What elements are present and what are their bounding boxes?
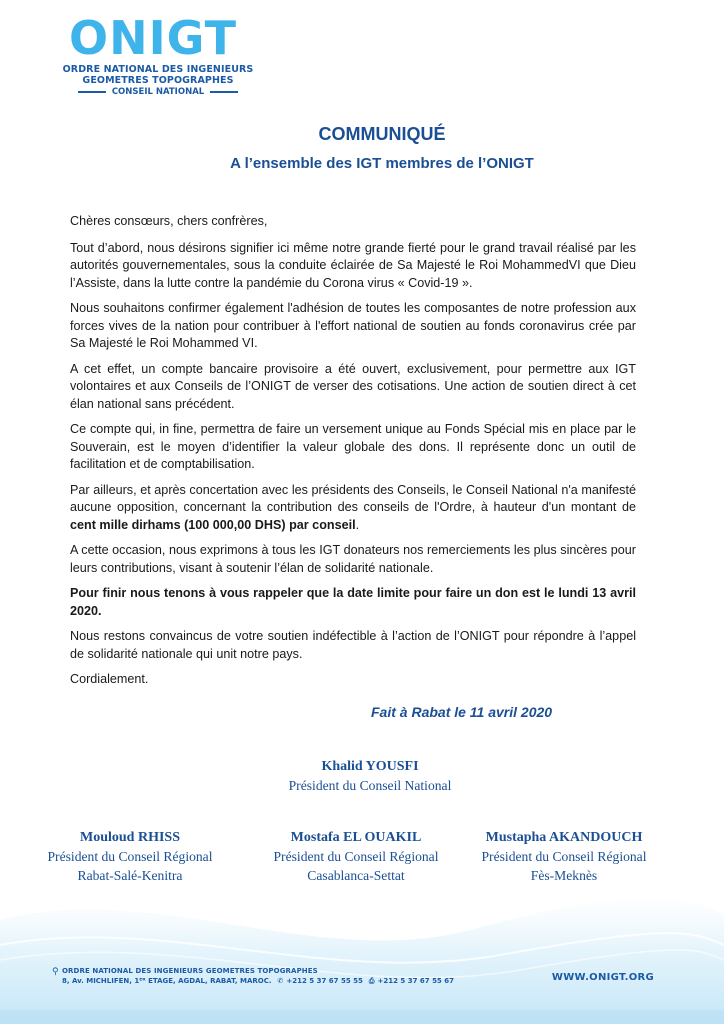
logo-line-3 — [38, 87, 278, 97]
footer — [0, 965, 724, 995]
paragraph-8: Nous restons convaincus de votre soutien indéfectible à l’action de l’ONIGT pour répondre à l’appel de solidarité nationale qui unit notre pays. — [70, 629, 636, 661]
signatory-region: Fès-Meknès — [530, 868, 598, 883]
signatory-region: Rabat-Salé-Kenitra — [77, 868, 183, 883]
paragraph-4: Ce compte qui, in fine, permettra de faire un versement unique au Fonds Spécial mis en place par le Souverain, est le moyen d’identifier la valeur globale des dons. Il représente donc un outil de facilitation et de comptabilisation. — [70, 422, 636, 471]
location-pin-icon: ⚲ — [52, 967, 59, 977]
paragraph-6: A cette occasion, nous exprimons à tous les IGT donateurs nos remerciements les plus sincères pour leurs contributions, visant à soutenir l’élan de solidarité nationale. — [70, 543, 636, 575]
signatory-region: Casablanca-Settat — [307, 868, 405, 883]
signatory-name: Mouloud RHISS — [80, 830, 180, 845]
paragraph-5-start: Par ailleurs, et après concertation avec les présidents des Conseils, le Conseil National n'a manifesté aucune opposition, concernant la contribution des conseils de l'Ordre, à hauteur d'un montant de — [70, 482, 636, 514]
greeting: Chères consœurs, chers confrères, — [70, 214, 268, 228]
phone-icon: ✆ — [277, 977, 284, 985]
footer-org-name: ORDRE NATIONAL DES INGENIEURS GEOMETRES TOPOGRAPHES — [62, 967, 318, 975]
deadline-paragraph: Pour finir nous tenons à vous rappeler que la date limite pour faire un don est le lundi 13 avril 2020. — [70, 586, 636, 618]
document-subtitle: A l’ensemble des IGT membres de l’ONIGT — [230, 155, 534, 172]
footer-wave-decoration — [0, 860, 724, 1024]
paragraph-2: Nous souhaitons confirmer également l'adhésion de toutes les composantes de notre profession aux forces vives de la nation pour contribuer à l'effort national de soutien au fonds coronavirus crée par Sa Majesté le Roi Mohammed VI. — [70, 301, 636, 350]
footer-fax: +212 5 37 67 55 67 — [377, 977, 454, 985]
paragraph-5-end: . — [355, 517, 360, 532]
paragraph-1: Tout d’abord, nous désirons signifier ici même notre grande fierté pour le grand travail réalisé par les autorités gouvernementales, sous la conduite éclairée de Sa Majesté le Roi MohammedVI que Dieu l’Assiste, dans la lutte contre la pandémie du Corona virus « Covid-19 ». — [70, 240, 636, 290]
logo-wordmark: ONIGT — [68, 11, 238, 65]
divider — [210, 91, 238, 93]
onigt-logo — [38, 12, 278, 97]
signatory-name: Khalid YOUSFI — [321, 759, 419, 774]
signatory-role: Président du Conseil Régional — [481, 849, 647, 864]
fax-icon: ⎙ — [368, 977, 375, 985]
place-date: Fait à Rabat le 11 avril 2020 — [371, 704, 553, 720]
signature-national-president — [250, 757, 490, 795]
document-title: COMMUNIQUÉ — [318, 124, 446, 144]
logo-line-2: GEOMETRES TOPOGRAPHES — [82, 75, 234, 86]
footer-website-link[interactable]: WWW.ONIGT.ORG — [551, 972, 654, 983]
logo-line-1: ORDRE NATIONAL DES INGENIEURS — [62, 64, 254, 75]
paragraph-5 — [70, 482, 636, 535]
letter-body — [70, 213, 636, 697]
contribution-amount: cent mille dirhams (100 000,00 DHS) par conseil — [70, 517, 356, 532]
closing: Cordialement. — [70, 672, 149, 686]
signatory-role: Président du Conseil Régional — [47, 849, 213, 864]
footer-contact — [62, 977, 454, 986]
logo-council-label: CONSEIL NATIONAL — [111, 87, 205, 97]
signatory-name: Mostafa EL OUAKIL — [290, 830, 422, 845]
signatory-role: Président du Conseil Régional — [273, 849, 439, 864]
footer-phone: +212 5 37 67 55 55 — [286, 977, 363, 985]
signatory-role: Président du Conseil National — [288, 778, 452, 793]
divider — [78, 91, 106, 93]
signatory-name: Mustapha AKANDOUCH — [485, 830, 643, 845]
footer-address: 8, Av. MICHLIFEN, 1ᴱᴿ ETAGE, AGDAL, RABAT, MAROC. — [62, 977, 272, 985]
paragraph-3: A cet effet, un compte bancaire provisoire a été ouvert, exclusivement, pour permettre aux IGT volontaires et aux Conseils de l’ONIGT de verser des cotisations. Une action de soutien direct à cet élan national sans précédent. — [70, 361, 636, 411]
